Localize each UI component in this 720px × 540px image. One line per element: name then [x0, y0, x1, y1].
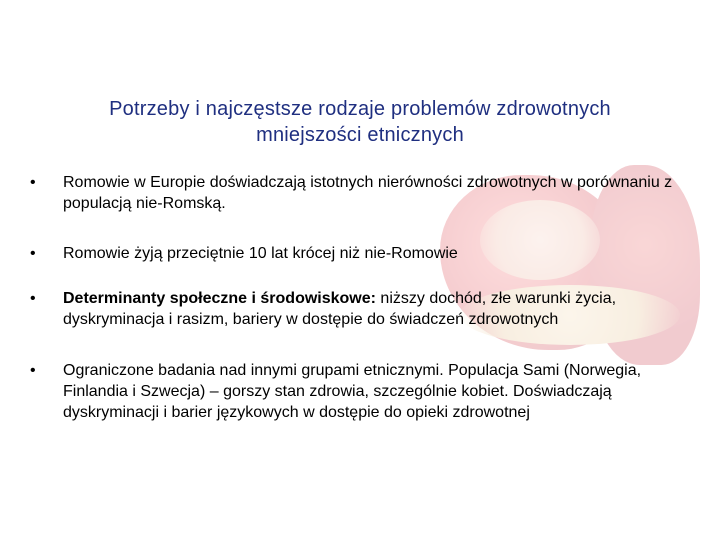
bullet-item [30, 360, 690, 423]
bullet-text: niższy dochód, złe warunki życia, dyskryminacja i rasizm, bariery w dostępie do świadczeń zdrowotnych [63, 290, 617, 328]
bullet-item [30, 288, 690, 330]
bullet-bold-text: Determinanty społeczne i środowiskowe: [63, 290, 376, 307]
slide-title-line-1: Potrzeby i najczęstsze rodzaje problemów zdrowotnych [109, 98, 611, 120]
bullet-text: Romowie żyją przeciętnie 10 lat krócej niż nie-Romowie [63, 245, 458, 262]
bullet-item [30, 243, 690, 264]
bullet-text: Romowie w Europie doświadczają istotnych nierówności zdrowotnych w porównaniu z populacją nie-Romską. [63, 174, 673, 212]
bullet-icon: • [30, 290, 36, 307]
bullet-text: Ograniczone badania nad innymi grupami etnicznymi. Populacja Sami (Norwegia, Finlandia i Szwecja) – gorszy stan zdrowia, szczególnie kobiet. Doświadczają dyskryminacji i barier językowych w dostępie do opieki zdrowotnej [63, 362, 642, 421]
bullet-icon: • [30, 362, 36, 379]
slide-title-line-2: mniejszości etnicznych [256, 124, 464, 146]
bullet-icon: • [30, 245, 36, 262]
bullet-list [30, 172, 690, 423]
bullet-item [30, 172, 690, 214]
slide-title [20, 96, 700, 148]
bullet-icon: • [30, 174, 36, 191]
